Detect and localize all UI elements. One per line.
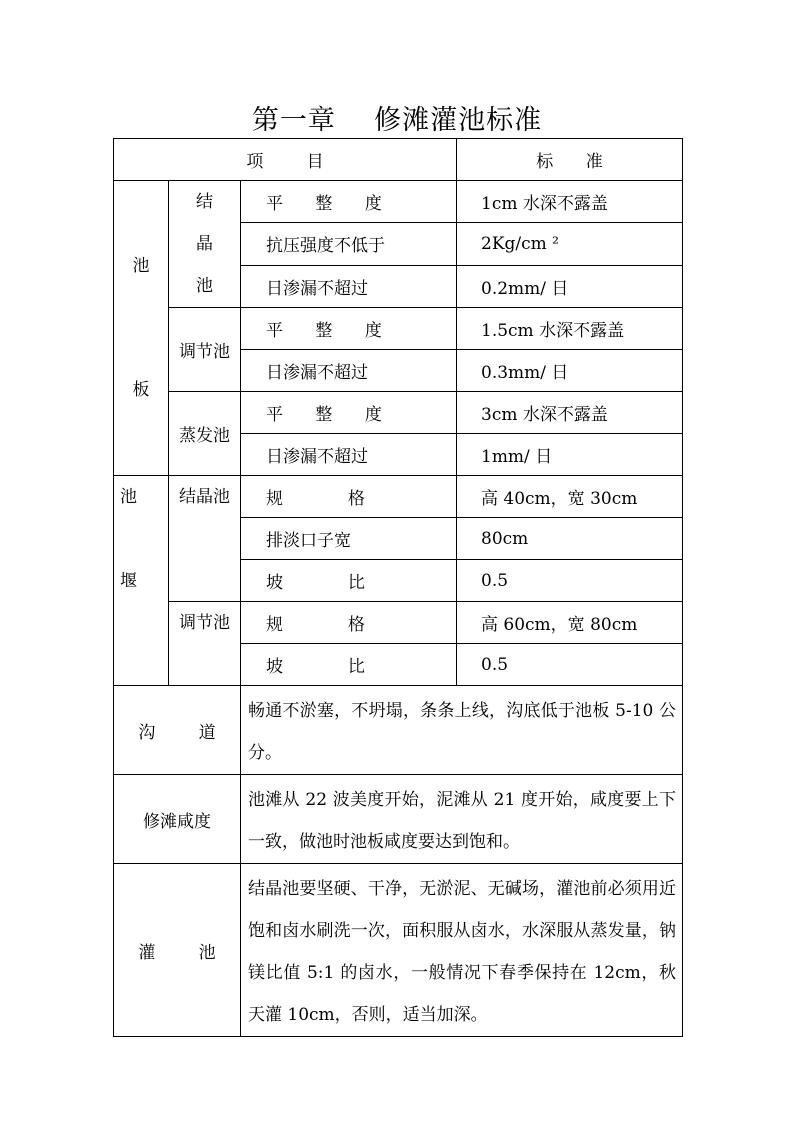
ditch-label: 沟 道 — [114, 686, 241, 775]
header-item: 项 目 — [114, 139, 457, 181]
table-row — [114, 476, 683, 518]
table-row — [114, 392, 683, 434]
dam-regulating-pool-label: 调节池 — [169, 602, 241, 686]
salinity-row — [114, 775, 683, 864]
table-row — [114, 181, 683, 223]
crystal-pool-label: 结 晶 池 — [169, 181, 241, 308]
value-cell: 高 40cm，宽 30cm — [457, 476, 683, 518]
ditch-row — [114, 686, 683, 775]
ditch-text: 畅通不淤塞，不坍塌，条条上线，沟底低于池板 5-10 公分。 — [241, 686, 683, 775]
item-cell: 坡 比 — [241, 644, 457, 686]
header-standard: 标 准 — [457, 139, 683, 181]
dam-crystal-pool-label: 结晶池 — [169, 476, 241, 602]
value-cell: 1mm/ 日 — [457, 434, 683, 476]
value-cell: 高 60cm，宽 80cm — [457, 602, 683, 644]
value-cell: 3cm 水深不露盖 — [457, 392, 683, 434]
evaporating-pool-label: 蒸发池 — [169, 392, 241, 476]
item-cell: 日渗漏不超过 — [241, 350, 457, 392]
filling-row — [114, 864, 683, 1037]
salinity-text: 池滩从 22 波美度开始，泥滩从 21 度开始，咸度要上下一致，做池时池板咸度要达到饱和。 — [241, 775, 683, 864]
item-cell: 坡 比 — [241, 560, 457, 602]
value-cell: 0.5 — [457, 560, 683, 602]
value-cell: 1.5cm 水深不露盖 — [457, 308, 683, 350]
value-cell: 0.2mm/ 日 — [457, 265, 683, 307]
value-cell: 2Kg/cm ² — [457, 223, 683, 265]
item-cell: 日渗漏不超过 — [241, 265, 457, 307]
table-row — [114, 308, 683, 350]
value-cell: 0.5 — [457, 644, 683, 686]
value-cell: 80cm — [457, 518, 683, 560]
filling-label: 灌 池 — [114, 864, 241, 1037]
value-cell: 1cm 水深不露盖 — [457, 181, 683, 223]
item-cell: 平 整 度 — [241, 392, 457, 434]
page-title: 第一章 修滩灌池标准 — [251, 105, 543, 136]
value-cell: 0.3mm/ 日 — [457, 350, 683, 392]
header-row — [114, 139, 683, 181]
item-cell: 规 格 — [241, 602, 457, 644]
pool-dam-label: 池 堰 — [114, 476, 169, 686]
item-cell: 平 整 度 — [241, 181, 457, 223]
pool-board-label: 池 板 — [114, 181, 169, 476]
item-cell: 规 格 — [241, 476, 457, 518]
standards-table — [113, 138, 683, 1037]
item-cell: 平 整 度 — [241, 308, 457, 350]
table-row — [114, 602, 683, 644]
filling-text: 结晶池要坚硬、干净，无淤泥、无碱场，灌池前必须用近饱和卤水刷洗一次，面积服从卤水，水深服从蒸发量，钠镁比值 5:1 的卤水，一般情况下春季保持在 12cm，秋天灌 10cm，否则，适当加深。 — [241, 864, 683, 1037]
item-cell: 排淡口子宽 — [241, 518, 457, 560]
regulating-pool-label: 调节池 — [169, 308, 241, 392]
salinity-label: 修滩咸度 — [114, 775, 241, 864]
item-cell: 日渗漏不超过 — [241, 434, 457, 476]
item-cell: 抗压强度不低于 — [241, 223, 457, 265]
